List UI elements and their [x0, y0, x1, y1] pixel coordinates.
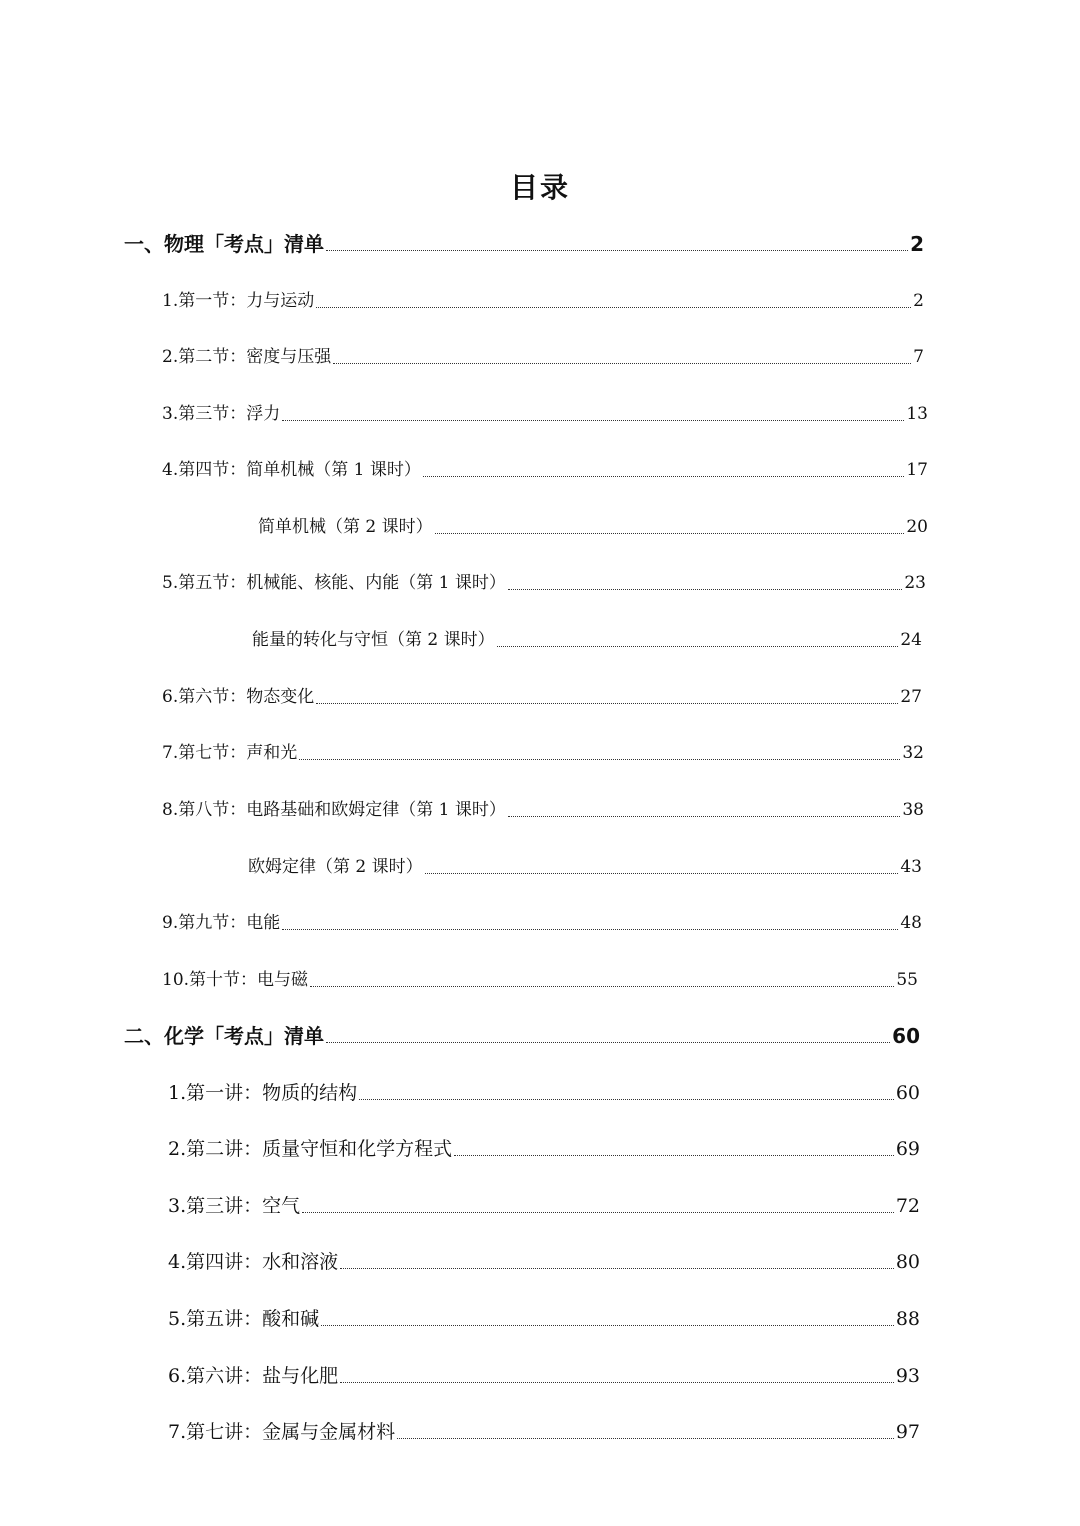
toc-entry[interactable]: [168, 1191, 920, 1221]
toc-entry-label: 6.第六节：物态变化: [162, 687, 315, 707]
toc-entry-label: 2.第二节：密度与压强: [162, 347, 332, 367]
toc-page-number: 2: [910, 232, 924, 256]
toc-section-physics[interactable]: [124, 229, 924, 259]
dot-leader: [316, 306, 911, 308]
toc-entry-label: 9.第九节：电能: [162, 913, 281, 933]
toc-entry[interactable]: [162, 682, 922, 712]
toc-entry-label: 4.第四讲：水和溶液: [168, 1251, 339, 1273]
toc-entry-label: 2.第二讲：质量守恒和化学方程式: [168, 1138, 453, 1160]
toc-page-number: 7: [913, 347, 924, 367]
toc-page-number: 2: [913, 291, 924, 311]
toc-entry-label: 7.第七讲：金属与金属材料: [168, 1421, 396, 1443]
toc-page-number: 80: [895, 1251, 920, 1273]
dot-leader: [497, 645, 899, 647]
toc-page-number: 93: [895, 1365, 920, 1387]
toc-page-number: 60: [895, 1082, 920, 1104]
toc-entry[interactable]: [168, 1134, 920, 1164]
dot-leader: [397, 1437, 894, 1439]
toc-entry-label: 8.第八节：电路基础和欧姆定律（第 1 课时）: [162, 800, 506, 820]
toc-entry[interactable]: [162, 795, 924, 825]
dot-leader: [316, 702, 898, 704]
dot-leader: [423, 475, 905, 477]
toc-entry[interactable]: [162, 455, 928, 485]
toc-entry[interactable]: [168, 1361, 920, 1391]
toc-page-number: 13: [906, 404, 928, 424]
toc-entry[interactable]: [258, 512, 928, 542]
dot-leader: [454, 1154, 894, 1156]
toc-entry-label: 简单机械（第 2 课时）: [258, 517, 433, 537]
toc-page-number: 27: [900, 687, 922, 707]
toc-entry-label: 4.第四节：简单机械（第 1 课时）: [162, 460, 421, 480]
toc-entry-label: 3.第三节：浮力: [162, 404, 281, 424]
toc-entry[interactable]: [162, 286, 924, 316]
dot-leader: [508, 815, 901, 817]
dot-leader: [333, 362, 911, 364]
toc-page-number: 60: [892, 1024, 920, 1048]
toc-entry[interactable]: [162, 965, 918, 995]
toc-page-number: 32: [902, 743, 924, 763]
dot-leader: [282, 928, 898, 930]
toc-entry-label: 5.第五节：机械能、核能、内能（第 1 课时）: [162, 573, 506, 593]
toc-entry-label: 6.第六讲：盐与化肥: [168, 1365, 339, 1387]
toc-section-label: 一、物理「考点」清单: [124, 232, 324, 256]
dot-leader: [326, 249, 908, 251]
toc-entry[interactable]: [162, 399, 928, 429]
toc-entry[interactable]: [162, 342, 924, 372]
toc-entry-label: 1.第一讲：物质的结构: [168, 1082, 358, 1104]
toc-page-number: 97: [895, 1421, 920, 1443]
toc-page-number: 20: [906, 517, 928, 537]
dot-leader: [321, 1324, 894, 1326]
dot-leader: [282, 419, 904, 421]
toc-entry[interactable]: [248, 852, 922, 882]
toc-entry[interactable]: [168, 1078, 920, 1108]
toc-page-number: 72: [895, 1195, 920, 1217]
toc-page-number: 38: [902, 800, 924, 820]
toc-page-number: 88: [895, 1308, 920, 1330]
dot-leader: [340, 1267, 894, 1269]
toc-entry-label: 3.第三讲：空气: [168, 1195, 301, 1217]
toc-entry-label: 能量的转化与守恒（第 2 课时）: [252, 630, 495, 650]
toc-entry[interactable]: [168, 1417, 920, 1447]
toc-title: 目录: [509, 171, 570, 204]
toc-page-number: 55: [896, 970, 918, 990]
toc-entry[interactable]: [162, 908, 922, 938]
toc-entry[interactable]: [168, 1247, 920, 1277]
toc-entry-label: 1.第一节：力与运动: [162, 291, 315, 311]
dot-leader: [302, 1211, 894, 1213]
toc-entry[interactable]: [252, 625, 922, 655]
toc-entry-label: 10.第十节：电与磁: [162, 970, 309, 990]
dot-leader: [435, 532, 905, 534]
toc-page-number: 69: [895, 1138, 920, 1160]
toc-page-number: 23: [904, 573, 926, 593]
dot-leader: [326, 1041, 890, 1043]
toc-entry-label: 7.第七节：声和光: [162, 743, 298, 763]
dot-leader: [359, 1098, 894, 1100]
toc-page-number: 17: [906, 460, 928, 480]
toc-page-number: 24: [900, 630, 922, 650]
dot-leader: [299, 758, 900, 760]
dot-leader: [508, 588, 903, 590]
toc-entry[interactable]: [162, 738, 924, 768]
toc-section-chemistry[interactable]: [124, 1021, 920, 1051]
dot-leader: [310, 985, 894, 987]
toc-entry-label: 5.第五讲：酸和碱: [168, 1308, 320, 1330]
toc-entry[interactable]: [162, 568, 926, 598]
dot-leader: [425, 872, 899, 874]
toc-section-label: 二、化学「考点」清单: [124, 1024, 324, 1048]
toc-page-number: 48: [900, 913, 922, 933]
toc-page-number: 43: [900, 857, 922, 877]
dot-leader: [340, 1381, 894, 1383]
toc-entry-label: 欧姆定律（第 2 课时）: [248, 857, 423, 877]
toc-entry[interactable]: [168, 1304, 920, 1334]
